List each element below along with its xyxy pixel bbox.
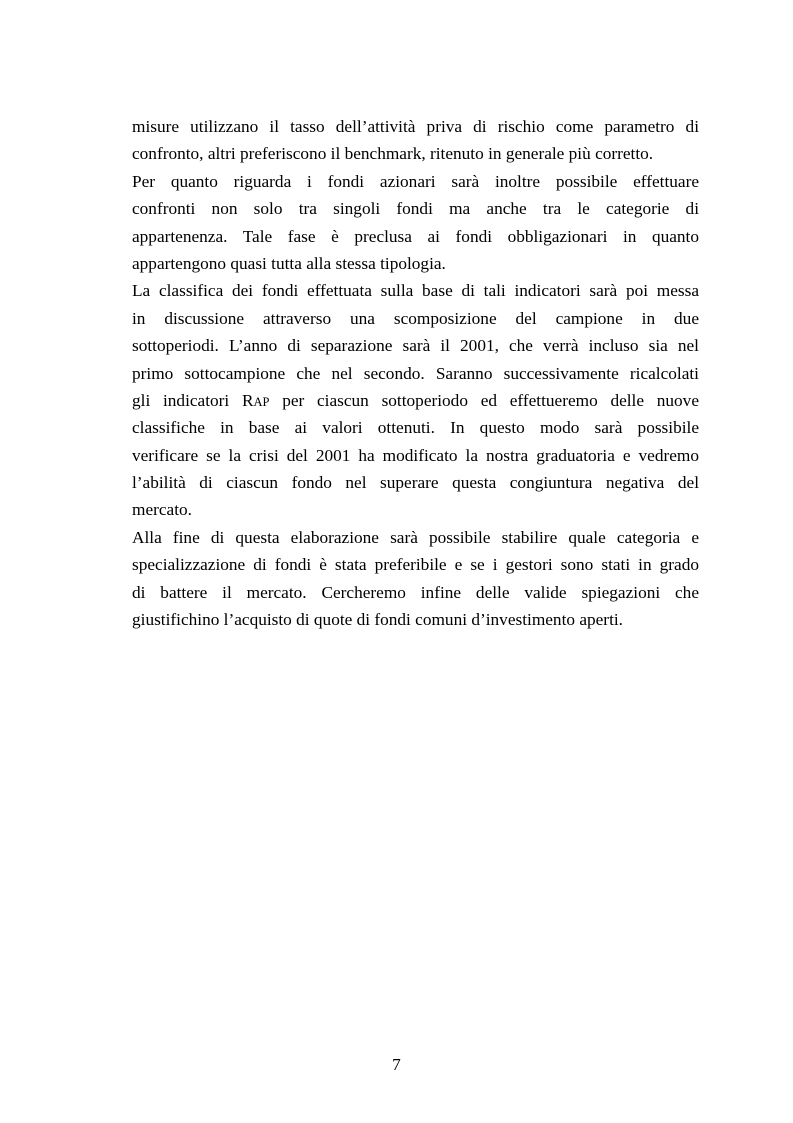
text-line: mercato.	[132, 500, 192, 520]
body-text	[132, 113, 699, 633]
text-line: confronto, altri preferiscono il benchmark, ritenuto in generale più corretto.	[132, 144, 654, 164]
text-line: specializzazione di fondi è stata preferibile e se i gestori sono stati in grado	[132, 555, 699, 575]
text-line: classifiche in base ai valori ottenuti. In questo modo sarà possibile	[132, 418, 699, 438]
text-line: appartengono quasi tutta alla stessa tipologia.	[132, 253, 446, 273]
text-line: Alla fine di questa elaborazione sarà possibile stabilire quale categoria e	[132, 527, 699, 547]
text-line: appartenenza. Tale fase è preclusa ai fondi obbligazionari in quanto	[132, 226, 699, 246]
text-line: sottoperiodi. L’anno di separazione sarà il 2001, che verrà incluso sia nel	[132, 336, 699, 356]
text-line-rap	[132, 387, 699, 414]
text-line: primo sottocampione che nel secondo. Saranno successivamente ricalcolati	[132, 363, 699, 383]
text-line: verificare se la crisi del 2001 ha modificato la nostra graduatoria e vedremo	[132, 445, 699, 465]
text-line: La classifica dei fondi effettuata sulla base di tali indicatori sarà poi messa	[132, 281, 699, 301]
text-line: di battere il mercato. Cercheremo infine delle valide spiegazioni che	[132, 582, 699, 602]
text-line: confronti non solo tra singoli fondi ma anche tra le categorie di	[132, 199, 699, 219]
text-line: Per quanto riguarda i fondi azionari sarà inoltre possibile effettuare	[132, 171, 699, 191]
text-segment: gli indicatori	[132, 390, 242, 410]
text-line: l’abilità di ciascun fondo nel superare questa congiuntura negativa del	[132, 473, 699, 493]
text-line: misure utilizzano il tasso dell’attività priva di rischio come parametro di	[132, 117, 699, 136]
page-number: 7	[392, 1055, 401, 1074]
text-segment: per ciascun sottoperiodo ed effettueremo delle nuove	[269, 390, 699, 410]
text-line: in discussione attraverso una scomposizione del campione in due	[132, 308, 699, 328]
rap-acronym-ap: AP	[253, 394, 270, 409]
text-line: giustifichino l’acquisto di quote di fondi comuni d’investimento aperti.	[132, 610, 623, 630]
rap-acronym-r: R	[241, 390, 254, 410]
